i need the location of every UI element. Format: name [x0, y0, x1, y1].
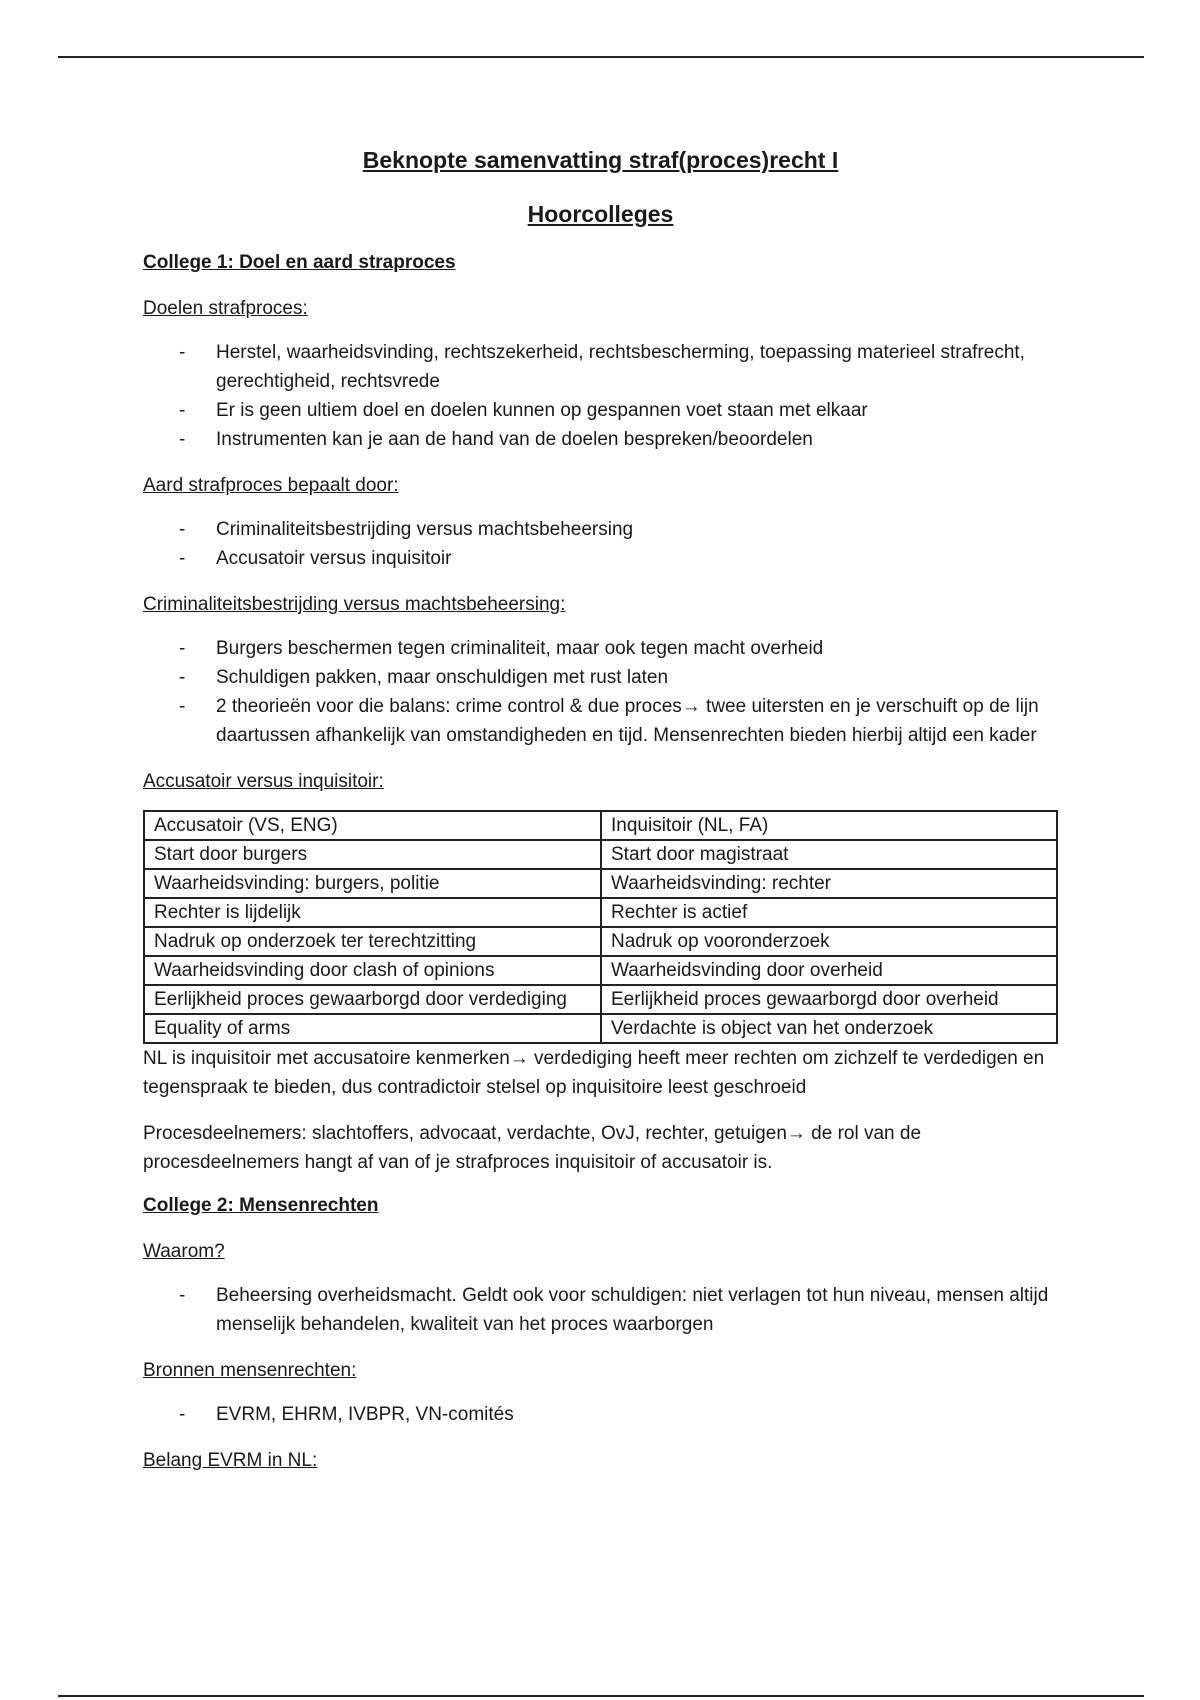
accusatoir-heading: Accusatoir versus inquisitoir: [143, 771, 384, 792]
crim-list [143, 634, 1058, 750]
list-item: - Accusatoir versus inquisitoir [143, 544, 1058, 573]
table-cell: Waarheidsvinding door clash of opinions [144, 956, 601, 985]
document-title: Beknopte samenvatting straf(proces)recht I [362, 147, 839, 173]
table-cell: Eerlijkheid proces gewaarborgd door verdediging [144, 985, 601, 1014]
table-cell: Nadruk op onderzoek ter terechtzitting [144, 927, 601, 956]
table-row [144, 1014, 1057, 1043]
table-cell: Rechter is lijdelijk [144, 898, 601, 927]
list-item: - Beheersing overheidsmacht. Geldt ook voor schuldigen: niet verlagen tot hun niveau, mensen altijd menselijk behandelen, kwaliteit van het proces waarborgen [143, 1281, 1058, 1339]
table-row [144, 956, 1057, 985]
table-row [144, 927, 1057, 956]
document-page [143, 140, 1058, 1475]
comparison-table [143, 810, 1058, 1044]
table-cell: Start door burgers [144, 840, 601, 869]
list-item: - Schuldigen pakken, maar onschuldigen met rust laten [143, 663, 1058, 692]
table-cell: Verdachte is object van het onderzoek [601, 1014, 1057, 1043]
table-cell: Waarheidsvinding: rechter [601, 869, 1057, 898]
document-subtitle: Hoorcolleges [527, 201, 674, 227]
crim-heading: Criminaliteitsbestrijding versus machtsbeheersing: [143, 594, 566, 615]
table-row [144, 869, 1057, 898]
list-item: - Instrumenten kan je aan de hand van de doelen bespreken/beoordelen [143, 425, 1058, 454]
table-note: NL is inquisitoir met accusatoire kenmerken→ verdediging heeft meer rechten om zichzelf te verdedigen en tegenspraak te bieden, dus contradictoir stelsel op inquisitoire leest geschroeid [143, 1048, 1045, 1098]
list-item: - Herstel, waarheidsvinding, rechtszekerheid, rechtsbescherming, toepassing materieel strafrecht, gerechtigheid, rechtsvrede [143, 338, 1058, 396]
table-row [144, 985, 1057, 1014]
bottom-rule [58, 1695, 1144, 1697]
table-row [144, 840, 1057, 869]
aard-heading: Aard strafproces bepaalt door: [143, 475, 399, 496]
table-row [144, 811, 1057, 840]
table-cell: Equality of arms [144, 1014, 601, 1043]
table-cell: Waarheidsvinding: burgers, politie [144, 869, 601, 898]
bronnen-list [143, 1400, 1058, 1429]
bronnen-heading: Bronnen mensenrechten: [143, 1360, 357, 1381]
aard-list [143, 515, 1058, 573]
list-item: - EVRM, EHRM, IVBPR, VN-comités [143, 1400, 1058, 1429]
table-cell: Accusatoir (VS, ENG) [144, 811, 601, 840]
belang-heading: Belang EVRM in NL: [143, 1450, 318, 1471]
list-item: - Criminaliteitsbestrijding versus machtsbeheersing [143, 515, 1058, 544]
table-cell: Eerlijkheid proces gewaarborgd door overheid [601, 985, 1057, 1014]
list-item: - Er is geen ultiem doel en doelen kunnen op gespannen voet staan met elkaar [143, 396, 1058, 425]
list-item: - Burgers beschermen tegen criminaliteit, maar ook tegen macht overheid [143, 634, 1058, 663]
doelen-list [143, 338, 1058, 454]
college-1-heading: College 1: Doel en aard straproces [143, 252, 456, 273]
table-cell: Nadruk op vooronderzoek [601, 927, 1057, 956]
list-item: - 2 theorieën voor die balans: crime control & due proces→ twee uitersten en je verschuift op de lijn daartussen afhankelijk van omstandigheden en tijd. Mensenrechten bieden hierbij altijd een kader [143, 692, 1058, 750]
table-row [144, 898, 1057, 927]
table-cell: Rechter is actief [601, 898, 1057, 927]
doelen-heading: Doelen strafproces: [143, 298, 308, 319]
procesdeelnemers-paragraph: Procesdeelnemers: slachtoffers, advocaat, verdachte, OvJ, rechter, getuigen→ de rol van de procesdeelnemers hangt af van of je strafproces inquisitoir of accusatoir is. [143, 1123, 922, 1173]
table-cell: Waarheidsvinding door overheid [601, 956, 1057, 985]
top-rule [58, 56, 1144, 58]
table-cell: Inquisitoir (NL, FA) [601, 811, 1057, 840]
table-cell: Start door magistraat [601, 840, 1057, 869]
college-2-heading: College 2: Mensenrechten [143, 1195, 379, 1216]
waarom-heading: Waarom? [143, 1241, 225, 1262]
waarom-list [143, 1281, 1058, 1339]
